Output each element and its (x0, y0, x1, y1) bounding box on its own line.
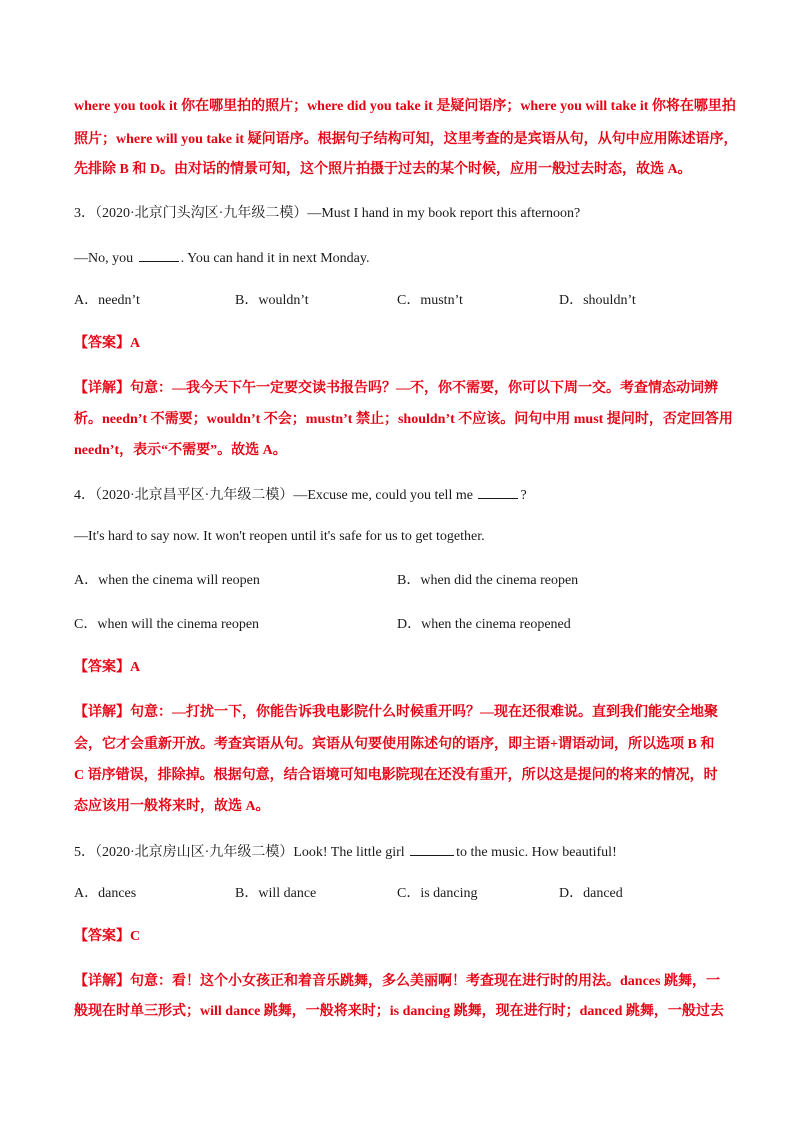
q3-blank (139, 247, 179, 262)
prev-explanation-line-3: 先排除 B 和 D。由对话的情景可知，这个照片拍摄于过去的某个时候，应用一般过去时态，故选 A。 (74, 162, 692, 177)
q4-explanation-line-1: 【详解】句意：—打扰一下，你能告诉我电影院什么时候重开吗？—现在还很难说。直到我们能安全地聚 (74, 705, 718, 720)
q3-option-a: A．needn’t (74, 293, 140, 308)
q4-option-b: B．when did the cinema reopen (397, 573, 579, 588)
q3-explanation-line-2: 析。needn’t 不需要；wouldn’t 不会；mustn’t 禁止；shouldn’t 不应该。问句中用 must 提问时，否定回答用 (74, 412, 733, 427)
q4-explanation-line-2: 会，它才会重新开放。考查宾语从句。宾语从句要使用陈述句的语序，即主语+谓语动词，所以选项 B 和 (74, 737, 715, 752)
q3-reply-post: . You can hand it in next Monday. (180, 251, 370, 266)
q3-option-d: D．shouldn’t (559, 293, 636, 308)
q5-option-b: B．will dance (235, 886, 317, 901)
q5-explanation-line-2: 般现在时单三形式；will dance 跳舞，一般将来时；is dancing 跳舞，现在进行时；danced 跳舞，一般过去 (74, 1004, 724, 1019)
q5-stem (74, 841, 617, 863)
q5-stem-pre: 5．（2020·北京房山区·九年级二模）Look! The little girl (74, 845, 405, 860)
q4-stem (74, 484, 527, 506)
q4-answer: 【答案】A (74, 660, 141, 675)
q3-answer: 【答案】A (74, 336, 141, 351)
q4-option-c: C．when will the cinema reopen (74, 617, 260, 632)
q4-stem-post: ? (520, 488, 527, 503)
q5-answer: 【答案】C (74, 929, 141, 944)
q3-reply (74, 247, 369, 269)
q3-explanation-line-1: 【详解】句意：—我今天下午一定要交读书报告吗？—不，你不需要，你可以下周一交。考查情态动词辨 (74, 381, 718, 396)
q3-stem: 3．（2020·北京门头沟区·九年级二模）—Must I hand in my book report this afternoon? (74, 206, 581, 221)
q4-reply: —It's hard to say now. It won't reopen until it's safe for us to get together. (74, 529, 485, 544)
prev-explanation-line-1: where you took it 你在哪里拍的照片；where did you take it 是疑问语序；where you will take it 你将在哪里拍 (74, 99, 736, 114)
q4-blank (478, 484, 518, 499)
q5-explanation-line-1: 【详解】句意：看！这个小女孩正和着音乐跳舞，多么美丽啊！考查现在进行时的用法。dances 跳舞，一 (74, 974, 720, 989)
q3-explanation-line-3: needn’t，表示“不需要”。故选 A。 (74, 443, 287, 458)
q4-stem-pre: 4．（2020·北京昌平区·九年级二模）—Excuse me, could you tell me (74, 488, 473, 503)
q4-explanation-line-3: C 语序错误，排除掉。根据句意，结合语境可知电影院现在还没有重开，所以这是提问的将来的情况，时 (74, 768, 718, 783)
q3-option-b: B．wouldn’t (235, 293, 309, 308)
q5-stem-post: to the music. How beautiful! (456, 845, 617, 860)
q3-reply-pre: —No, you (74, 251, 134, 266)
q5-option-a: A．dances (74, 886, 137, 901)
q4-explanation-line-4: 态应该用一般将来时，故选 A。 (74, 799, 270, 814)
q3-option-c: C．mustn’t (397, 293, 463, 308)
q4-option-d: D．when the cinema reopened (397, 617, 571, 632)
q5-blank (410, 841, 454, 856)
prev-explanation-line-2: 照片；where will you take it 疑问语序。根据句子结构可知，这里考查的是宾语从句，从句中应用陈述语序， (74, 132, 738, 147)
q4-option-a: A．when the cinema will reopen (74, 573, 260, 588)
q5-option-d: D．danced (559, 886, 623, 901)
q5-option-c: C．is dancing (397, 886, 478, 901)
